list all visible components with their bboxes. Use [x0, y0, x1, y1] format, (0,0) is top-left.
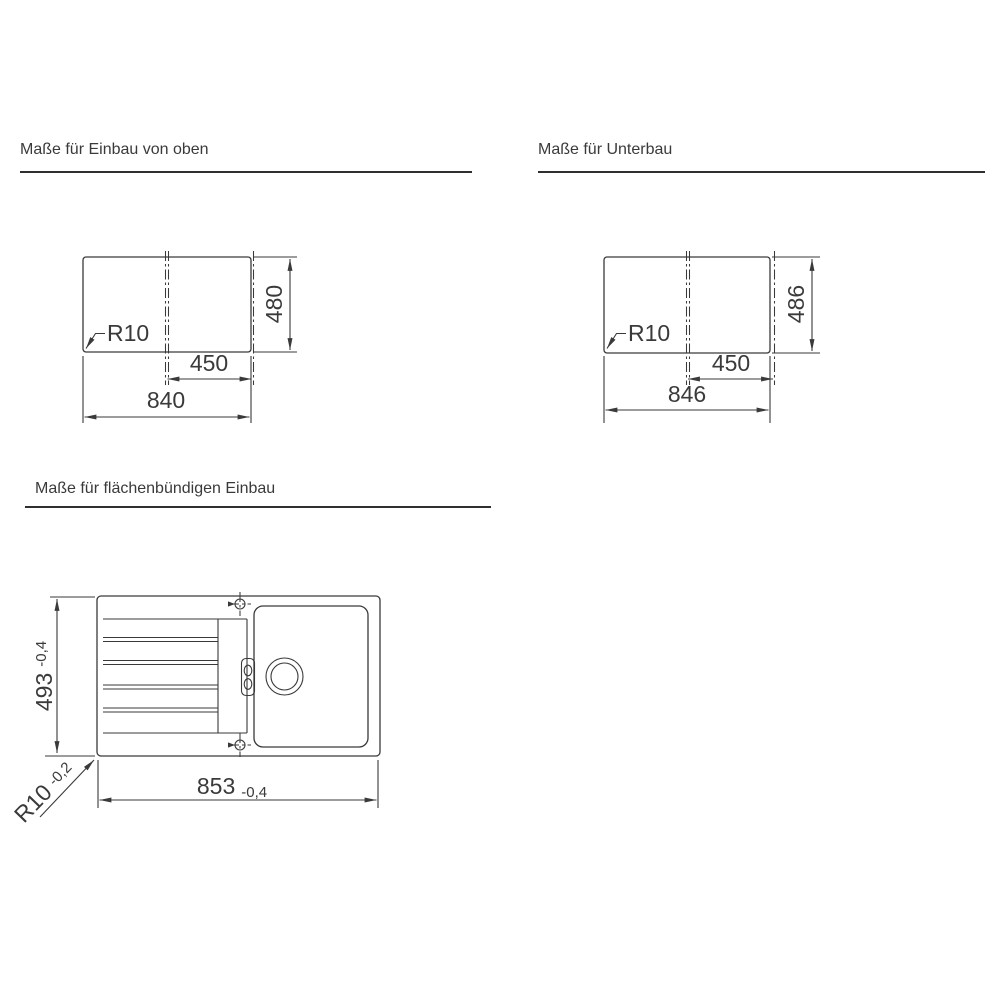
section-title-top-mount: Maße für Einbau von oben [20, 141, 209, 158]
tap-hole-arrow [228, 601, 235, 606]
overflow-body [242, 659, 255, 696]
section-title-undermount: Maße für Unterbau [538, 141, 673, 158]
radius-leader-line [607, 334, 626, 349]
radius-leader-line [86, 334, 105, 349]
height-dimension-label: 480 [261, 284, 288, 324]
height-value: 493 [31, 672, 58, 712]
diagram-flush-mount [9, 592, 380, 827]
height-dimension-label: 486 [783, 284, 810, 324]
width-dimension-label [197, 773, 267, 801]
radius-tolerance: -0,2 [45, 758, 76, 790]
corner-radius-label: R10 [107, 320, 150, 346]
inner-width-dimension-label: 450 [189, 350, 229, 376]
corner-radius-label: R10 [628, 320, 671, 346]
tap-hole-marker-bottom [228, 733, 251, 757]
width-dimension-label: 846 [667, 381, 707, 407]
tap-hole-arrow [228, 742, 235, 747]
drain-inner-ring [271, 663, 298, 690]
sink-outline [97, 596, 380, 756]
diagram-top-mount [83, 251, 297, 423]
section-title-flush-mount: Maße für flächenbündigen Einbau [35, 480, 276, 497]
drainer-area [103, 619, 247, 733]
corner-radius-label [9, 756, 79, 827]
width-dimension-label: 840 [146, 387, 186, 413]
overflow-hole [244, 665, 252, 676]
height-tolerance: -0,4 [32, 640, 50, 667]
height-dimension-label [31, 641, 57, 711]
width-tolerance: -0,4 [241, 784, 268, 801]
radius-value: R10 [8, 779, 57, 828]
overflow-fitting [242, 659, 255, 696]
width-value: 853 [196, 773, 236, 799]
diagram-undermount [604, 251, 820, 423]
overflow-hole [244, 679, 252, 690]
inner-width-dimension-label: 450 [711, 350, 751, 376]
